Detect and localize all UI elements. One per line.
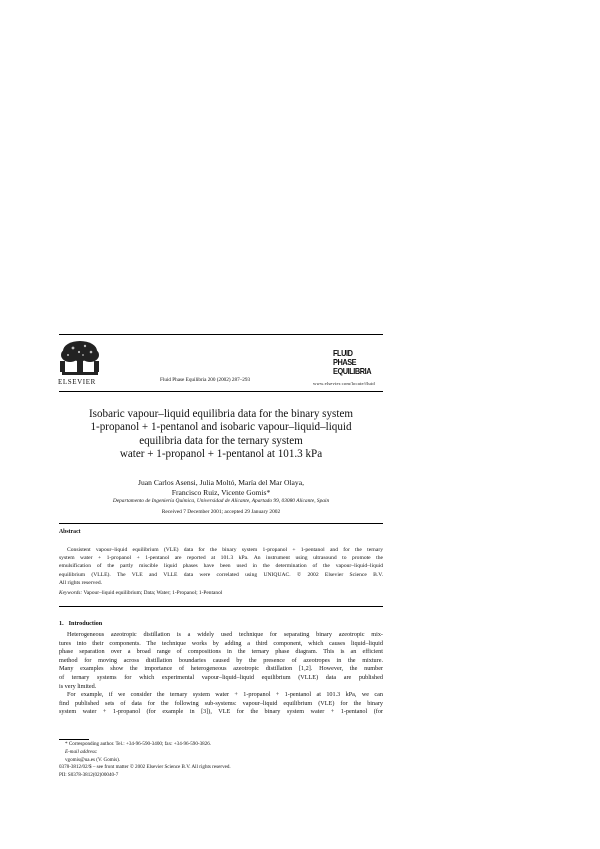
footnote (59, 741, 211, 764)
keywords-label: Keywords: (59, 590, 83, 596)
header-top-rule (59, 334, 383, 335)
body-line: For example, if we consider the ternary system water + 1-propanol + 1-pentanol at 101.3 kPa, we can (67, 691, 383, 699)
author-list (59, 478, 383, 499)
journal-reference: Fluid Phase Equilibria 200 (2002) 287–293 (160, 377, 251, 383)
pii-line: PII: S0378-3812(02)00040-7 (59, 771, 119, 778)
section-number: 1. (59, 620, 64, 627)
email-label: E-mail address: (65, 748, 98, 755)
title-line: equilibria data for the ternary system (139, 434, 303, 447)
abstract-line: emulsification of the partly miscible liquid phases have been used in the determination of the vapour–liquid–liquid (59, 563, 383, 570)
body-line: phase separation over a broad range of compositions in the ternary phase diagram. This is an efficient (59, 648, 383, 656)
body-line: Heterogeneous azeotropic distillation is a widely used technique for separating binary azeotropic mix- (67, 631, 383, 638)
journal-brand-logo (333, 349, 372, 376)
body-line: tures into their components. The technique works by adding a third component, which causes liquid–liquid (59, 639, 383, 647)
footnote-rule (59, 739, 89, 740)
section-heading (59, 620, 102, 627)
body-line: Many examples show the importance of heterogeneous azeotropic distillation [1,2]. However, the number (59, 665, 383, 673)
title-line: Isobaric vapour–liquid equilibria data for the binary system (88, 408, 354, 420)
author-line: Francisco Ruiz, Vicente Gomis* (171, 488, 271, 498)
elsevier-tree-logo-icon (58, 339, 102, 377)
copyright-block (59, 764, 231, 779)
body-line: method for moving across distillation boundaries caused by the presence of azeotropes in the mixture. (59, 656, 383, 664)
body-line: of ternary systems for which experimental vapour–liquid–liquid equilibrium (VLLE) data are published (59, 673, 383, 681)
journal-url[interactable]: www.elsevier.com/locate/fluid (313, 381, 375, 386)
abstract-top-rule (59, 523, 383, 524)
abstract-heading: Abstract (59, 529, 81, 535)
corresponding-author: * Corresponding author. Tel.: +34-96-590-3400; fax: +34-96-590-3826. (65, 741, 212, 747)
received-dates: Received 7 December 2001; accepted 29 January 2002 (161, 509, 281, 515)
publisher-logo-text: ELSEVIER (58, 378, 96, 386)
email-value[interactable]: vgomis@ua.es (V. Gomis). (65, 756, 121, 763)
abstract-line: All rights reserved. (59, 579, 103, 586)
copyright-line: 0378-3812/02/$ – see front matter © 2002 Elsevier Science B.V. All rights reserved. (59, 764, 231, 770)
keywords (59, 590, 222, 596)
journal-brand-line-2: EQUILIBRIA (333, 367, 372, 376)
keywords-value: Vapour–liquid equilibrium; Data; Water; 1-Propanol; 1-Pentanol (83, 590, 223, 596)
abstract-line: equilibrium (VLLE). The VLE and VLLE data were correlated using UNIQUAC. © 2002 Elsevier Science B.V. (59, 571, 383, 578)
title-line: 1-propanol + 1-pentanol and isobaric vapour–liquid–liquid (90, 421, 352, 434)
article-title (59, 408, 383, 462)
section-title: Introduction (68, 620, 103, 627)
body-line: is very limited. (59, 682, 97, 690)
title-line: water + 1-propanol + 1-pentanol at 101.3 kPa (119, 448, 323, 461)
abstract-body (59, 546, 383, 587)
abstract-line: Consistent vapour–liquid equilibrium (VLE) data for the binary system 1-propanol + 1-pentanol and for the ternary (67, 547, 383, 553)
author-line: Juan Carlos Asensi, Julia Moltó, María del Mar Olaya, (138, 478, 304, 487)
affiliation: Departamento de Ingeniería Química, Universidad de Alicante, Apartado 99, 03080 Alicante, Spain (112, 498, 330, 504)
body-line: system water + 1-propanol (for example in [3]), VLE for the binary system water + 1-pentanol (for (59, 708, 383, 716)
header-bottom-rule (59, 391, 383, 392)
body-line: find published sets of data for the following sub-systems: vapour–liquid equilibrium (VLE) for the binary (59, 699, 383, 707)
journal-brand-line-1: FLUID PHASE (333, 349, 357, 367)
email-line (59, 749, 211, 765)
section-body (59, 631, 383, 717)
abstract-bottom-rule (59, 606, 383, 607)
abstract-line: system water + 1-propanol + 1-pentanol are reported at 101.3 kPa. An instrument using ultrasound to promote the (59, 555, 383, 562)
